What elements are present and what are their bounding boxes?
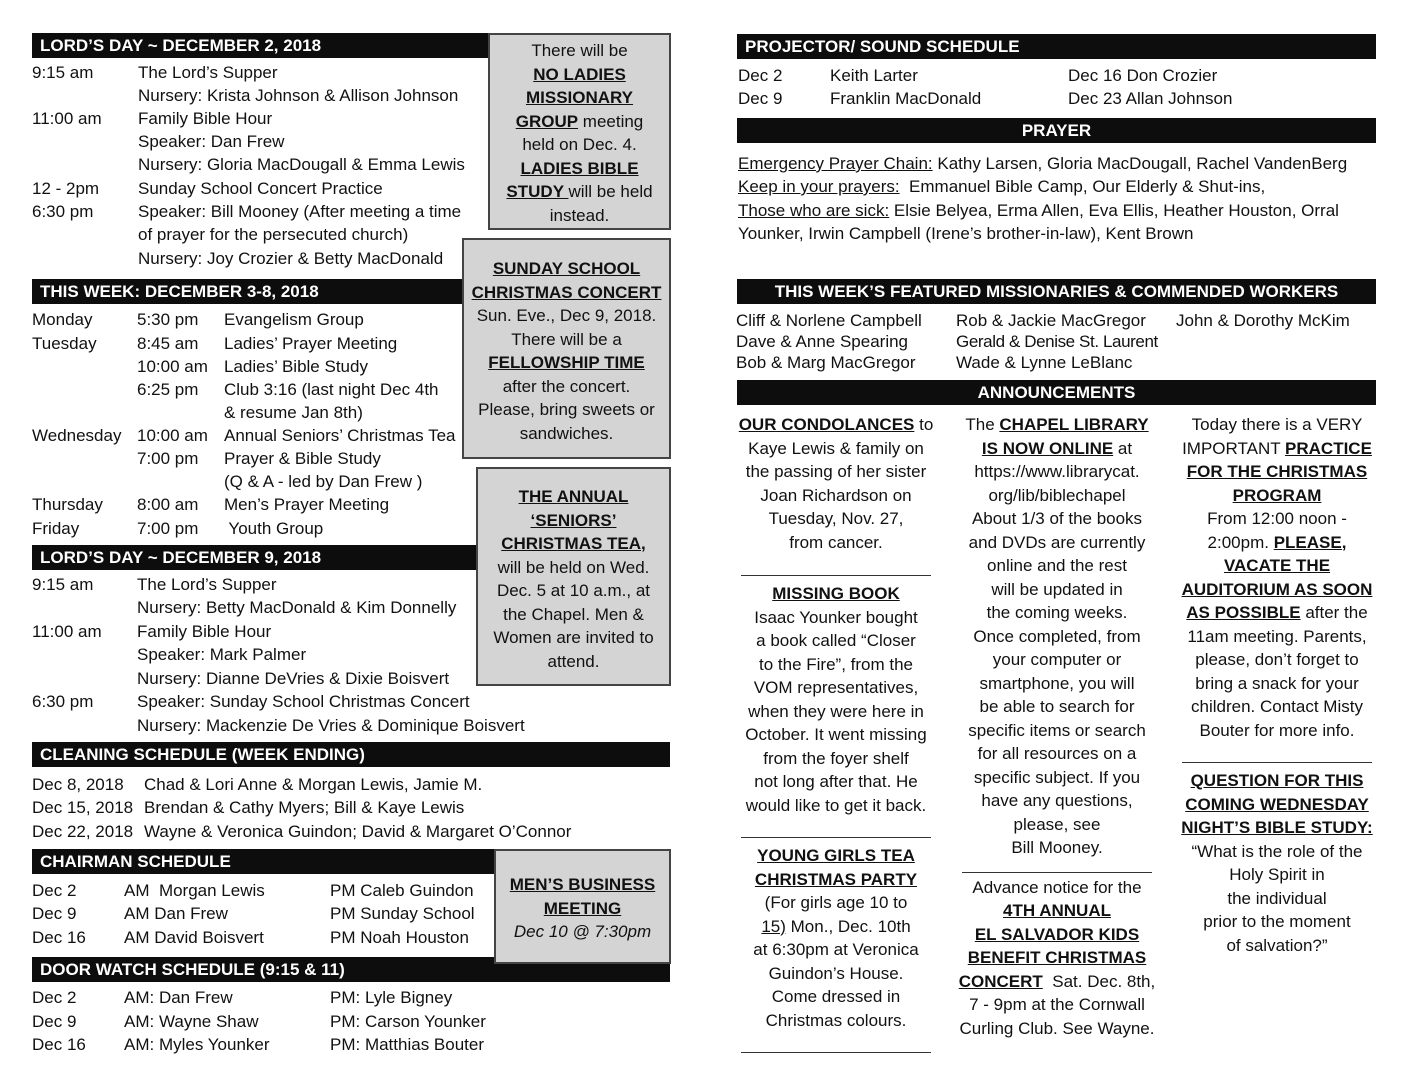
date: Dec 22, 2018: [32, 822, 134, 841]
date: Dec 2: [32, 988, 77, 1007]
announcement-line: online and the rest: [987, 556, 1127, 575]
keep-in-prayers-text: Emmanuel Bible Camp, Our Elderly & Shut-ins,: [899, 177, 1266, 196]
pm: PM Caleb Guindon: [330, 881, 474, 900]
missionary: Bob & Marg MacGregor: [736, 353, 916, 372]
sick-names: Elsie Belyea, Erma Allen, Eva Ellis, Heather Houston, Orral: [889, 201, 1339, 220]
library-heading: CHAPEL LIBRARY: [999, 415, 1149, 434]
item: Nursery: Joy Crozier & Betty MacDonald: [138, 249, 444, 268]
pm: PM Sunday School: [330, 904, 475, 923]
notice-line: Dec. 5 at 10 a.m., at: [496, 581, 651, 600]
announcements-header: ANNOUNCEMENTS: [737, 380, 1376, 405]
notice-heading: STUDY: [506, 182, 569, 201]
announcement-line: Christmas colours.: [765, 1010, 907, 1030]
seniors-tea-notice: [476, 467, 671, 686]
announcement-line: 7 - 9pm at the Cornwall: [969, 995, 1145, 1014]
el-salvador-heading: CONCERT: [958, 971, 1043, 991]
announcement-line: to the Fire”, from the: [759, 654, 913, 674]
item: Club 3:16 (last night Dec 4th: [224, 380, 439, 399]
date: Dec 15, 2018: [32, 798, 134, 817]
time: 8:00 am: [137, 495, 199, 514]
announcement-line: would like to get it back.: [745, 795, 927, 815]
am: AM: Myles Younker: [124, 1035, 270, 1054]
notice-line: Sun. Eve., Dec 9, 2018.: [476, 306, 657, 325]
announcement-line: when they were here in: [748, 701, 924, 721]
item: Speaker: Sunday School Christmas Concert: [137, 692, 470, 711]
question-heading: NIGHT’S BIBLE STUDY:: [1181, 818, 1373, 837]
announcement-line: (For girls age 10 to: [764, 893, 908, 912]
announcement-line: at: [1113, 438, 1133, 458]
missing-book-heading: MISSING BOOK: [772, 584, 900, 603]
divider: [741, 1052, 931, 1053]
item: The Lord’s Supper: [137, 575, 277, 594]
vacate-heading: PLEASE,: [1273, 532, 1347, 552]
announcement-line: the passing of her sister: [745, 462, 927, 481]
item: Nursery: Betty MacDonald & Kim Donnelly: [137, 598, 457, 617]
announcement-line: bring a snack for your: [1195, 673, 1359, 693]
time: 12 - 2pm: [32, 179, 100, 198]
lords-day-dec2-header: LORD’S DAY ~ DECEMBER 2, 2018: [32, 33, 488, 58]
notice-line: Women are invited to: [493, 628, 654, 647]
notice-heading: MEN’S BUSINESS: [509, 875, 656, 894]
announcement-line: Come dressed in: [771, 987, 901, 1006]
announcement-line: Holy Spirit in: [1229, 865, 1325, 884]
announcement-line: About 1/3 of the books: [971, 509, 1143, 528]
item: of prayer for the persecuted church): [138, 225, 409, 244]
time: 8:45 am: [137, 334, 199, 353]
notice-line: There will be a: [511, 329, 622, 349]
time: 11:00 am: [32, 109, 102, 128]
day: Monday: [32, 310, 93, 329]
practice-heading: PRACTICE: [1285, 438, 1372, 458]
am: AM: Dan Frew: [124, 988, 233, 1007]
time: 7:00 pm: [137, 519, 199, 538]
announcement-line: Once completed, from: [973, 626, 1141, 646]
notice-line: sandwiches.: [519, 423, 614, 443]
announcement-line: 15): [761, 916, 786, 936]
announcement-line: Mon., Dec. 10th: [785, 916, 911, 936]
divider: [741, 837, 931, 838]
date: Dec 16: [32, 928, 86, 947]
notice-line: the Chapel. Men &: [503, 604, 644, 624]
announcement-line: please, see: [1013, 814, 1101, 834]
notice-heading: MEETING: [543, 898, 622, 918]
time: 10:00 am: [137, 426, 208, 445]
notice-heading: ‘SENIORS’: [530, 510, 617, 530]
question-heading: QUESTION FOR THIS: [1190, 771, 1364, 790]
item: Speaker: Mark Palmer: [137, 645, 307, 664]
notice-heading: LADIES BIBLE: [520, 158, 639, 178]
library-heading: IS NOW ONLINE: [981, 438, 1114, 458]
ladies-meeting-notice: [488, 33, 671, 230]
el-salvador-heading: EL SALVADOR KIDS: [974, 924, 1140, 944]
date: Dec 2: [32, 881, 77, 900]
el-salvador-heading: BENEFIT CHRISTMAS: [967, 948, 1147, 967]
notice-line: will be held on Wed.: [497, 557, 650, 577]
announcement-line: Advance notice for the: [972, 877, 1142, 897]
divider: [741, 575, 931, 576]
sick-names-cont: Younker, Irwin Campbell (Irene’s brother-in-law), Kent Brown: [738, 224, 1194, 243]
announcement-line: Guindon’s House.: [768, 963, 904, 983]
day: Tuesday: [32, 334, 97, 353]
christmas-concert-notice: [462, 238, 671, 459]
announcement-line: Today there is a VERY: [1191, 415, 1363, 434]
notice-line: will be held: [568, 182, 653, 201]
item: Evangelism Group: [224, 310, 364, 329]
announcement-line: The: [965, 415, 1000, 434]
announcement-line: the individual: [1227, 888, 1327, 908]
announcement-line: Curling Club. See Wayne.: [959, 1018, 1155, 1038]
day: Friday: [32, 519, 80, 538]
announcement-line: of salvation?”: [1226, 935, 1328, 955]
announcement-line: 2:00pm.: [1207, 532, 1274, 552]
am: AM: Wayne Shaw: [124, 1012, 259, 1031]
announcement-line: from cancer.: [789, 532, 883, 552]
notice-line: attend.: [547, 651, 600, 671]
am: AM Morgan Lewis: [124, 881, 265, 900]
chairman-schedule-header: CHAIRMAN SCHEDULE: [32, 849, 494, 874]
announcement-line: please, don’t forget to: [1195, 650, 1359, 669]
day: Wednesday: [32, 426, 122, 445]
item: Nursery: Gloria MacDougall & Emma Lewis: [138, 155, 465, 174]
announcement-line: prior to the moment: [1203, 912, 1351, 931]
vacate-heading: AS POSSIBLE: [1186, 603, 1301, 622]
girls-tea-heading: YOUNG GIRLS TEA: [757, 846, 915, 865]
question-heading: COMING WEDNESDAY: [1185, 794, 1369, 814]
missionaries-header: THIS WEEK’S FEATURED MISSIONARIES & COMMENDED WORKERS: [737, 279, 1376, 304]
date: Dec 9: [738, 89, 783, 108]
announcement-line: specific items or search: [968, 720, 1146, 740]
item: Brendan & Cathy Myers; Bill & Kaye Lewis: [144, 798, 465, 817]
announcement-column-1: [734, 413, 938, 1063]
announcement-line: “What is the role of the: [1191, 841, 1363, 861]
date: Dec 8, 2018: [32, 775, 124, 794]
time: 7:00 pm: [137, 449, 199, 468]
divider: [1182, 762, 1372, 763]
missionary: Cliff & Norlene Campbell: [736, 311, 922, 330]
el-salvador-heading: 4TH ANNUAL: [1003, 901, 1111, 920]
practice-heading: FOR THE CHRISTMAS: [1186, 462, 1368, 481]
notice-heading: CHRISTMAS TEA,: [501, 534, 646, 553]
notice-line: after the concert.: [502, 376, 631, 396]
announcement-line: your computer or: [992, 650, 1122, 669]
missionary: Wade & Lynne LeBlanc: [956, 353, 1133, 372]
announcement-line: https://www.librarycat.: [974, 462, 1140, 481]
notice-heading: GROUP: [515, 111, 579, 131]
practice-heading: PROGRAM: [1232, 485, 1322, 505]
notice-line: Please, bring sweets or: [478, 400, 655, 419]
announcement-line: will be updated in: [991, 579, 1123, 599]
prayer-chain-names: Kathy Larsen, Gloria MacDougall, Rachel VandenBerg: [932, 154, 1348, 173]
item: Nursery: Mackenzie De Vries & Dominique Boisvert: [137, 716, 525, 735]
announcement-line: Kaye Lewis & family on: [748, 438, 924, 458]
announcement-line: Tuesday, Nov. 27,: [768, 509, 904, 528]
item: Prayer & Bible Study: [224, 449, 381, 468]
item: The Lord’s Supper: [138, 63, 278, 82]
girls-tea-heading: CHRISTMAS PARTY: [754, 869, 918, 889]
announcement-line: and DVDs are currently: [968, 532, 1146, 552]
item: & resume Jan 8th): [224, 403, 363, 422]
time: 9:15 am: [32, 63, 94, 82]
notice-line: meeting: [578, 111, 644, 131]
item: Speaker: Dan Frew: [138, 132, 285, 151]
announcement-line: a book called “Closer: [756, 631, 916, 650]
item: Sunday School Concert Practice: [138, 179, 383, 198]
notice-line: instead.: [549, 205, 610, 225]
announcement-line: have any questions,: [981, 791, 1133, 810]
item: Ladies’ Prayer Meeting: [224, 334, 398, 353]
notice-heading: NO LADIES: [533, 64, 626, 84]
date: Dec 9: [32, 904, 77, 923]
time: 6:30 pm: [32, 202, 94, 221]
this-week-header: THIS WEEK: DECEMBER 3-8, 2018: [32, 279, 462, 304]
pm: PM: Matthias Bouter: [330, 1035, 485, 1054]
date: Dec 9: [32, 1012, 77, 1031]
sick-label: Those who are sick:: [738, 201, 890, 220]
announcement-line: Bouter for more info.: [1199, 720, 1355, 740]
time: 5:30 pm: [137, 310, 199, 329]
mens-business-meeting-notice: [494, 849, 671, 964]
item: Ladies’ Bible Study: [224, 357, 368, 376]
announcement-line: not long after that. He: [754, 772, 918, 791]
prayer-header: PRAYER: [737, 118, 1376, 143]
notice-heading: FELLOWSHIP TIME: [488, 353, 645, 372]
announcement-line: smartphone, you will: [979, 673, 1135, 693]
missionary: Gerald & Denise St. Laurent: [956, 332, 1158, 351]
item: Dec 23 Allan Johnson: [1068, 89, 1233, 108]
item: Nursery: Krista Johnson & Allison Johnson: [138, 86, 459, 105]
time: 11:00 am: [32, 622, 102, 641]
time: 6:30 pm: [32, 692, 94, 711]
announcement-line: after the: [1300, 603, 1368, 622]
time: 9:15 am: [32, 575, 94, 594]
announcement-column-2: [952, 413, 1162, 1040]
am: AM Dan Frew: [124, 904, 228, 923]
announcement-line: for all resources on a: [977, 744, 1137, 763]
announcement-line: From 12:00 noon -: [1207, 509, 1347, 528]
am: AM David Boisvert: [124, 928, 264, 947]
item: Annual Seniors’ Christmas Tea: [224, 426, 456, 445]
door-watch-header: DOOR WATCH SCHEDULE (9:15 & 11): [32, 957, 670, 982]
item: Wayne & Veronica Guindon; David & Margaret O’Connor: [144, 822, 572, 841]
announcement-line: Joan Richardson on: [760, 485, 912, 505]
pm: PM Noah Houston: [330, 928, 469, 947]
announcement-line: 11am meeting. Parents,: [1187, 626, 1367, 646]
item: Men’s Prayer Meeting: [224, 495, 390, 514]
time: 6:25 pm: [137, 380, 199, 399]
time: 10:00 am: [137, 357, 208, 376]
divider: [962, 872, 1152, 873]
announcement-line: VOM representatives,: [753, 678, 919, 697]
item: Family Bible Hour: [137, 622, 272, 641]
projector-schedule-header: PROJECTOR/ SOUND SCHEDULE: [737, 34, 1376, 59]
announcement-line: the coming weeks.: [986, 603, 1128, 622]
announcement-line: IMPORTANT: [1182, 438, 1286, 458]
condolences-heading: OUR CONDOLANCES: [738, 415, 915, 434]
notice-line: Dec 10 @ 7:30pm: [513, 922, 652, 941]
item: (Q & A - led by Dan Frew ): [224, 472, 423, 491]
notice-heading: THE ANNUAL: [518, 487, 629, 506]
vacate-heading: AUDITORIUM AS SOON: [1181, 579, 1373, 599]
announcement-line: October. It went missing: [745, 725, 927, 744]
announcement-line: Isaac Younker bought: [754, 607, 918, 627]
pm: PM: Lyle Bigney: [330, 988, 453, 1007]
announcement-line: from the foyer shelf: [763, 748, 909, 768]
vacate-heading: VACATE THE: [1223, 556, 1331, 575]
missionary: Rob & Jackie MacGregor: [956, 311, 1146, 330]
name: Franklin MacDonald: [830, 89, 982, 108]
item: Chad & Lori Anne & Morgan Lewis, Jamie M.: [144, 775, 483, 794]
cleaning-schedule-header: CLEANING SCHEDULE (WEEK ENDING): [32, 742, 670, 767]
announcement-line: specific subject. If you: [973, 767, 1141, 787]
announcement-line: at 6:30pm at Veronica: [753, 940, 919, 959]
name: Keith Larter: [830, 66, 918, 85]
keep-in-prayers-label: Keep in your prayers:: [738, 177, 900, 196]
notice-line: held on Dec. 4.: [522, 135, 637, 154]
item: Youth Group: [224, 519, 324, 538]
item: Nursery: Dianne DeVries & Dixie Boisvert: [137, 669, 450, 688]
date: Dec 16: [32, 1035, 86, 1054]
announcement-line: children. Contact Misty: [1191, 697, 1363, 716]
item: Speaker: Bill Mooney (After meeting a time: [138, 202, 462, 221]
notice-heading: SUNDAY SCHOOL: [492, 259, 641, 278]
announcement-line: Sat. Dec. 8th,: [1042, 971, 1156, 991]
pm: PM: Carson Younker: [330, 1012, 486, 1031]
day: Thursday: [32, 495, 103, 514]
item: Dec 16 Don Crozier: [1068, 66, 1218, 85]
missionary: John & Dorothy McKim: [1176, 311, 1350, 330]
prayer-chain-label: Emergency Prayer Chain:: [738, 154, 933, 173]
announcement-line: to: [914, 415, 934, 434]
missionary: Dave & Anne Spearing: [736, 332, 909, 351]
notice-heading: MISSIONARY: [525, 88, 634, 107]
announcement-line: org/lib/biblechapel: [988, 485, 1126, 505]
announcement-line: be able to search for: [979, 697, 1135, 716]
date: Dec 2: [738, 66, 783, 85]
lords-day-dec9-header: LORD’S DAY ~ DECEMBER 9, 2018: [32, 545, 476, 570]
announcement-line: Bill Mooney.: [1011, 838, 1103, 857]
announcement-column-3: [1176, 413, 1378, 957]
notice-line: There will be: [531, 41, 628, 60]
item: Family Bible Hour: [138, 109, 273, 128]
notice-heading: CHRISTMAS CONCERT: [471, 282, 662, 302]
